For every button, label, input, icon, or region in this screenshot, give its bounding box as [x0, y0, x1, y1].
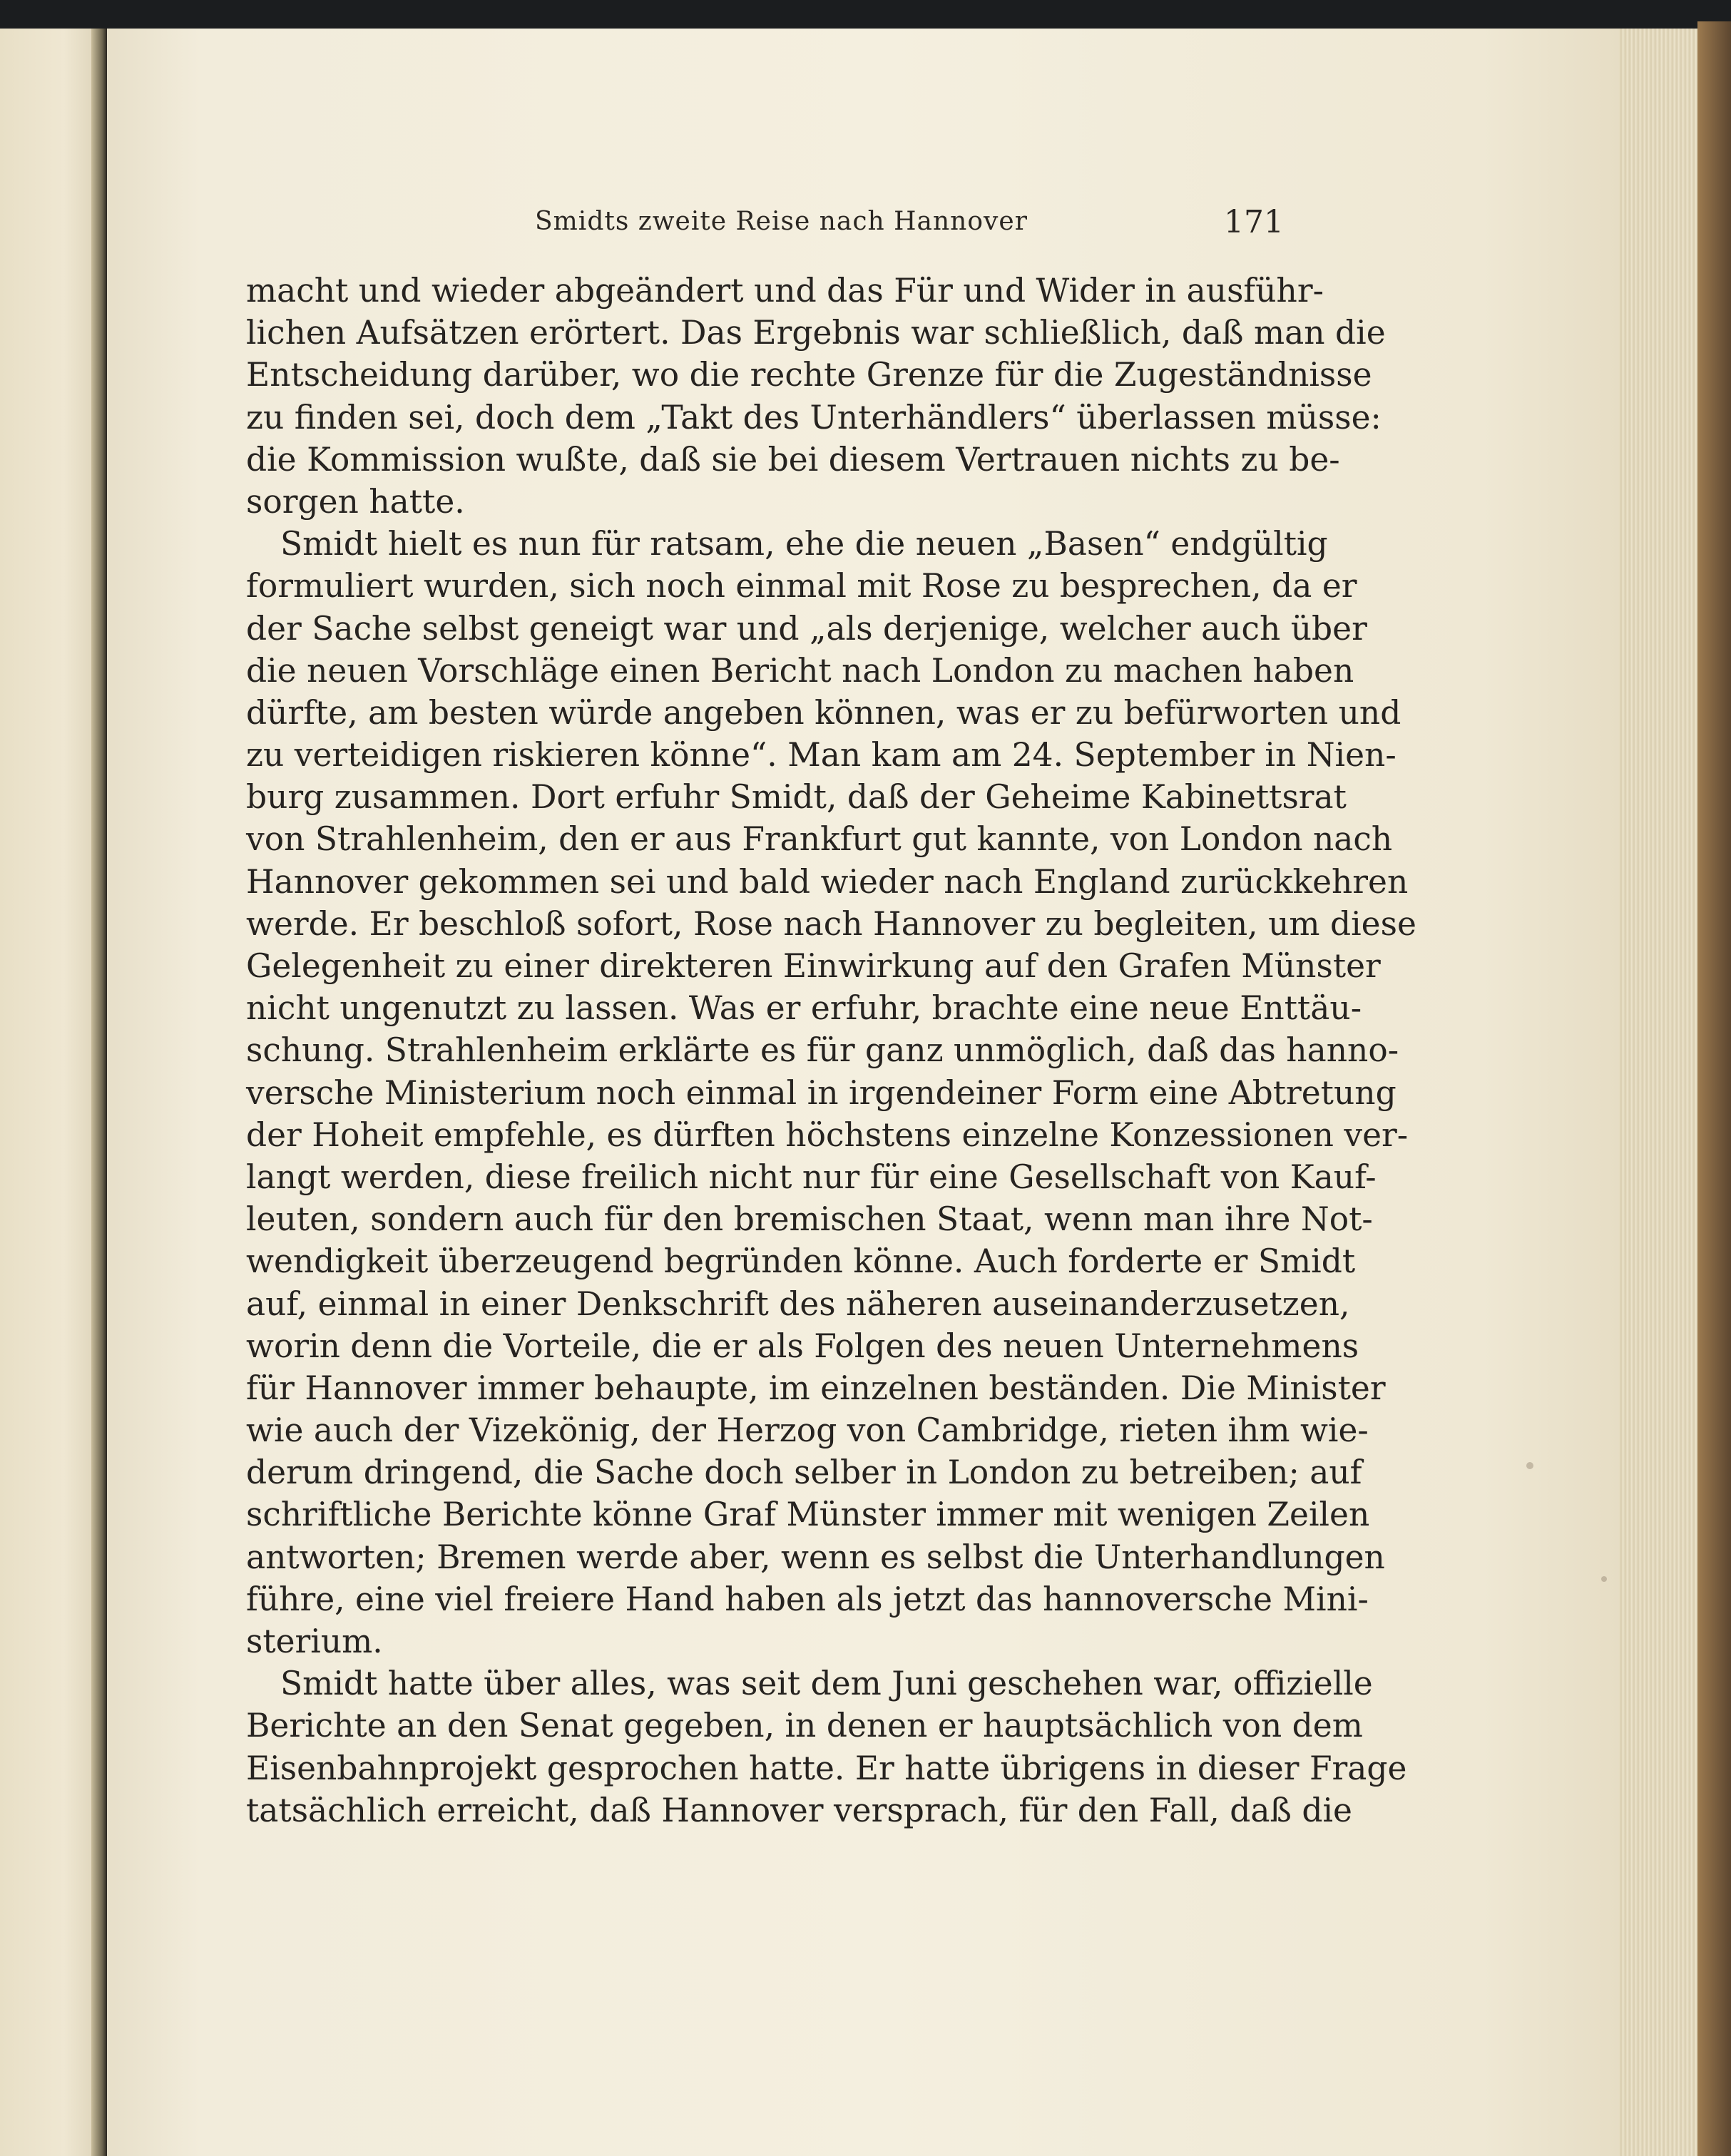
book-gutter — [91, 29, 107, 2156]
text-line: führe, eine viel freiere Hand haben als jetzt das hannoversche Mini- — [246, 1580, 1369, 1618]
text-line: wendigkeit überzeugend begründen könne. Auch forderte er Smidt — [246, 1242, 1356, 1281]
text-line: auf, einmal in einer Denkschrift des näheren auseinanderzusetzen, — [246, 1284, 1350, 1323]
running-title: Smidts zweite Reise nach Hannover — [535, 207, 1028, 236]
body-text — [246, 270, 1416, 1831]
text-line: tatsächlich erreicht, daß Hannover versprach, für den Fall, daß die — [246, 1791, 1352, 1829]
text-line: worin denn die Vorteile, die er als Folgen des neuen Unternehmens — [246, 1327, 1359, 1365]
text-line: Smidt hielt es nun für ratsam, ehe die neuen „Basen“ endgültig — [280, 525, 1328, 563]
text-line: Smidt hatte über alles, was seit dem Juni geschehen war, offizielle — [280, 1665, 1373, 1703]
text-line: Eisenbahnprojekt gesprochen hatte. Er hatte übrigens in dieser Frage — [246, 1749, 1407, 1787]
text-line: Hannover gekommen sei und bald wieder nach England zurückkehren — [246, 862, 1409, 901]
text-line: zu verteidigen riskieren könne“. Man kam am 24. September in Nien- — [246, 736, 1396, 775]
text-line: wie auch der Vizekönig, der Herzog von Cambridge, rieten ihm wie- — [246, 1411, 1369, 1450]
book-cover-edge — [1697, 21, 1731, 2156]
page-stack-edges — [1619, 29, 1702, 2156]
text-line: derum dringend, die Sache doch selber in London zu betreiben; auf — [246, 1453, 1362, 1492]
paper-speck — [1601, 1576, 1607, 1582]
running-header — [250, 204, 1284, 250]
text-line: die neuen Vorschläge einen Bericht nach London zu machen haben — [246, 651, 1354, 690]
text-line: leuten, sondern auch für den bremischen Staat, wenn man ihre Not- — [246, 1200, 1373, 1239]
text-line: nicht ungenutzt zu lassen. Was er erfuhr, brachte eine neue Enttäu- — [246, 989, 1362, 1028]
text-line: langt werden, diese freilich nicht nur für eine Gesellschaft von Kauf- — [246, 1158, 1377, 1196]
text-line: Berichte an den Senat gegeben, in denen er hauptsächlich von dem — [246, 1707, 1363, 1745]
paper-speck — [1526, 1462, 1533, 1469]
text-line: macht und wieder abgeändert und das Für und Wider in ausführ- — [246, 272, 1324, 310]
text-line: schriftliche Berichte könne Graf Münster immer mit wenigen Zeilen — [246, 1496, 1370, 1534]
text-line: formuliert wurden, sich noch einmal mit Rose zu besprechen, da er — [246, 567, 1357, 606]
text-line: sterium. — [246, 1623, 383, 1660]
text-line: zu finden sei, doch dem „Takt des Unterhändlers“ überlassen müsse: — [246, 398, 1382, 436]
text-line: werde. Er beschloß sofort, Rose nach Hannover zu begleiten, um diese — [246, 904, 1416, 943]
text-line: Gelegenheit zu einer direkteren Einwirkung auf den Grafen Münster — [246, 947, 1381, 985]
text-line: burg zusammen. Dort erfuhr Smidt, daß der Geheime Kabinettsrat — [246, 778, 1347, 817]
text-line: Entscheidung darüber, wo die rechte Grenze für die Zugeständnisse — [246, 356, 1372, 394]
text-line: antworten; Bremen werde aber, wenn es selbst die Unterhandlungen — [246, 1538, 1385, 1576]
text-line: schung. Strahlenheim erklärte es für ganz unmöglich, daß das hanno- — [246, 1031, 1399, 1070]
text-line: dürfte, am besten würde angeben können, was er zu befürworten und — [246, 693, 1401, 732]
text-line: der Hoheit empfehle, es dürften höchstens einzelne Konzessionen ver- — [246, 1115, 1409, 1154]
text-line: der Sache selbst geneigt war und „als derjenige, welcher auch über — [246, 609, 1367, 648]
text-line: versche Ministerium noch einmal in irgendeiner Form eine Abtretung — [246, 1073, 1396, 1112]
text-line: für Hannover immer behaupte, im einzelnen beständen. Die Minister — [246, 1369, 1386, 1407]
text-line: die Kommission wußte, daß sie bei diesem Vertrauen nichts zu be- — [246, 440, 1340, 479]
text-line: sorgen hatte. — [246, 482, 465, 521]
text-line: von Strahlenheim, den er aus Frankfurt gut kannte, von London nach — [246, 820, 1393, 859]
text-line: lichen Aufsätzen erörtert. Das Ergebnis war schließlich, daß man die — [246, 314, 1386, 352]
page-number: 171 — [1224, 204, 1284, 240]
